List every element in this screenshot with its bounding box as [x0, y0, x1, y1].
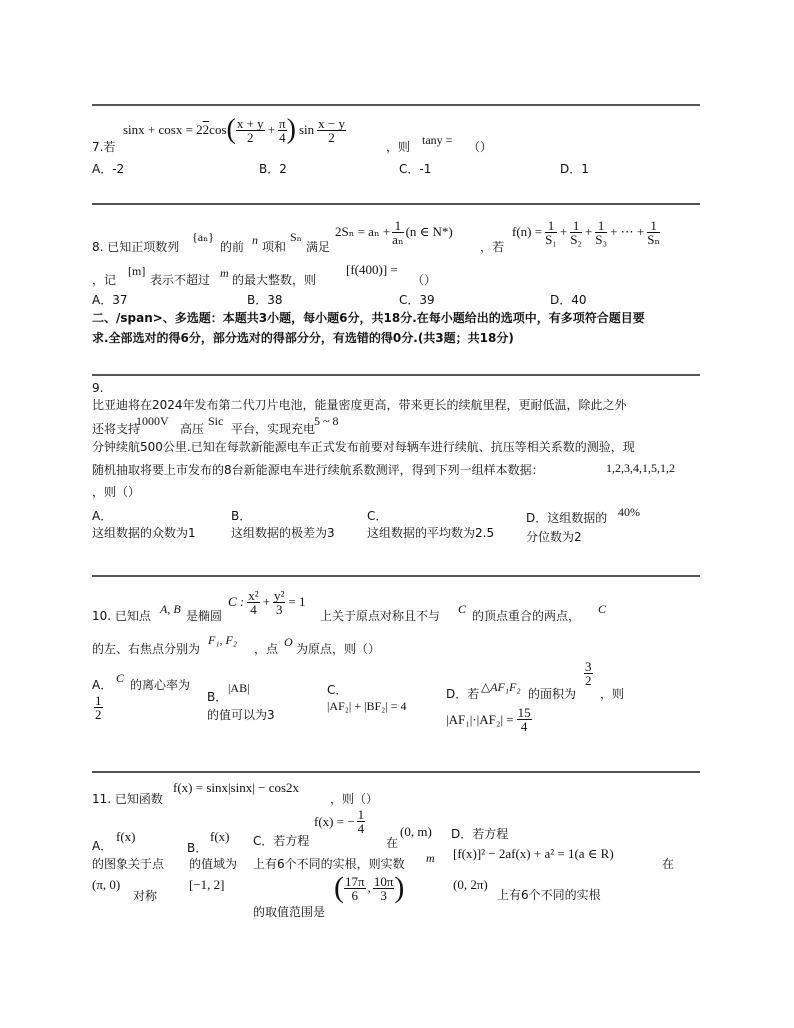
q8-n: n: [252, 233, 258, 247]
q10-stem-f: ，点: [254, 642, 279, 656]
q9-line3: 分钟续航500公里.已知在每款新能源电车正式发布前要对每辆车进行续航、抗压等相关系数的测验，现: [92, 440, 635, 454]
divider-q7: [92, 104, 700, 106]
q10-stem-a: 10. 已知点: [92, 609, 151, 623]
q7-option-a[interactable]: A．-2: [92, 162, 125, 176]
divider-q11: [92, 771, 700, 773]
q8-condition: 2Sₙ = aₙ + $\frac{1}{\text{aₙ}}$ (n ∈ N*): [335, 217, 453, 247]
q8-seq: {aₙ}: [192, 230, 215, 244]
q8-stem-a: 8. 已知正项数列: [92, 240, 180, 254]
q7-option-d[interactable]: D．1: [560, 162, 589, 176]
q10-stem-c: 上关于原点对称且不与: [320, 609, 441, 623]
q8-floor-m: [m]: [128, 264, 146, 278]
q7-then: ，则: [386, 140, 411, 154]
q7-rparen: ): [286, 114, 296, 145]
q8-m: m: [220, 266, 229, 280]
section2-heading-line1: 二、/span>、多选题：本题共3小题，每小题6分，共18分.在每小题给出的选项中，有多项符合题目要: [92, 311, 645, 325]
q9-line4: 随机抽取将要上市发布的8台新能源电车进行续航系数测评，得到下列一组样本数据：: [92, 463, 544, 477]
q10-stem-d: 的顶点重合的两点，: [472, 609, 581, 623]
q10-AB: A, B: [160, 602, 181, 616]
q9-line5: ，则（）: [92, 485, 141, 499]
q8-option-c[interactable]: C．39: [399, 293, 435, 307]
q9-number: 9.: [92, 381, 104, 395]
q9-line2b: 高压: [180, 422, 205, 436]
q7-sin: sin: [298, 122, 315, 137]
q9-v1000: 1000V: [136, 414, 169, 428]
q8-stem-e: ，记: [92, 273, 117, 287]
q8-option-d[interactable]: D．40: [550, 293, 587, 307]
divider-q10: [92, 575, 700, 577]
q11-stem-b: ，则（）: [330, 792, 379, 806]
q10-stem-b: 是椭圆: [186, 609, 223, 623]
q8-floor-f: [f(400)] =: [346, 262, 398, 277]
q8-option-b[interactable]: B．38: [247, 293, 283, 307]
q9-line2c: 平台，实现充电: [231, 422, 316, 436]
q7-option-c[interactable]: C．-1: [399, 162, 432, 176]
q8-stem-d: 满足: [306, 240, 331, 254]
divider-q9: [92, 374, 700, 376]
q11-f: f(x) = sinx|sinx| − cos2x: [173, 780, 300, 795]
q8-stem-f: 表示不超过: [150, 273, 211, 287]
section2-heading-line2: 求.全部选对的得6分，部分选对的得部分分，有选错的得0分.(共3题；共18分): [92, 331, 514, 345]
q7-formula: [123, 110, 346, 150]
q7-option-b[interactable]: B．2: [259, 162, 287, 176]
q10-stem-e: 的左、右焦点分别为: [92, 642, 201, 656]
q9-range: 5 ~ 8: [314, 414, 339, 428]
q8-stem-g: 的最大整数，则: [232, 273, 317, 287]
q7-number: 7.若: [92, 140, 116, 154]
q10-C: C: [458, 602, 467, 616]
divider-q8: [92, 203, 700, 205]
q10-ellipse: C : $\frac{\text{x²}}{4}$ + $\frac{\text{y²}}{3}$ = 1: [228, 587, 306, 617]
q9-data: 1,2,3,4,1,5,1,2: [606, 461, 675, 475]
q11-stem-a: 11. 已知函数: [92, 792, 163, 806]
q10-stem-g: 为原点，则（）: [296, 642, 381, 656]
q8-ruo: ，若: [480, 240, 505, 254]
q7-formula-cos: cos: [209, 122, 227, 137]
q9-line2a: 还将支持: [92, 422, 141, 436]
q8-option-a[interactable]: A．37: [92, 293, 128, 307]
q7-frac1: $\frac{x + y}{2}$: [236, 115, 264, 145]
q10-O: O: [284, 635, 293, 649]
q7-plus: +: [267, 122, 276, 137]
q8-stem-c: 项和: [262, 240, 287, 254]
q8-stem-b: 的前: [220, 240, 245, 254]
q8-paren: （）: [412, 273, 437, 287]
q7-paren: （）: [468, 140, 493, 154]
q10-F12: F₁, F₂: [208, 633, 238, 647]
q7-target: tany =: [422, 133, 453, 147]
q10-C2: C: [598, 602, 607, 616]
q9-sic: Sic: [208, 414, 224, 428]
q7-frac2: $\frac{\pi}{4}$: [279, 115, 286, 145]
q7-formula-lhs: sinx + cosx = 2: [123, 122, 203, 137]
q8-Sn: Sₙ: [290, 230, 302, 244]
q7-formula-sqrt: 2: [202, 122, 210, 137]
q8-f-def: f(n) = $\frac{1}{\text{S₁}}$ + $\frac{1}{\text{S₂}}$ + $\frac{1}{\text{S₃}}$ + ⋯ + $\frac{1}{\text{Sₙ}}$: [512, 217, 661, 247]
q7-lparen: (: [226, 114, 236, 145]
q7-frac3: $\frac{x - y}{2}$: [318, 115, 345, 145]
q9-line1: 比亚迪将在2024年发布第二代刀片电池，能量密度更高，带来更长的续航里程，更耐低温，除此之外: [92, 398, 627, 412]
